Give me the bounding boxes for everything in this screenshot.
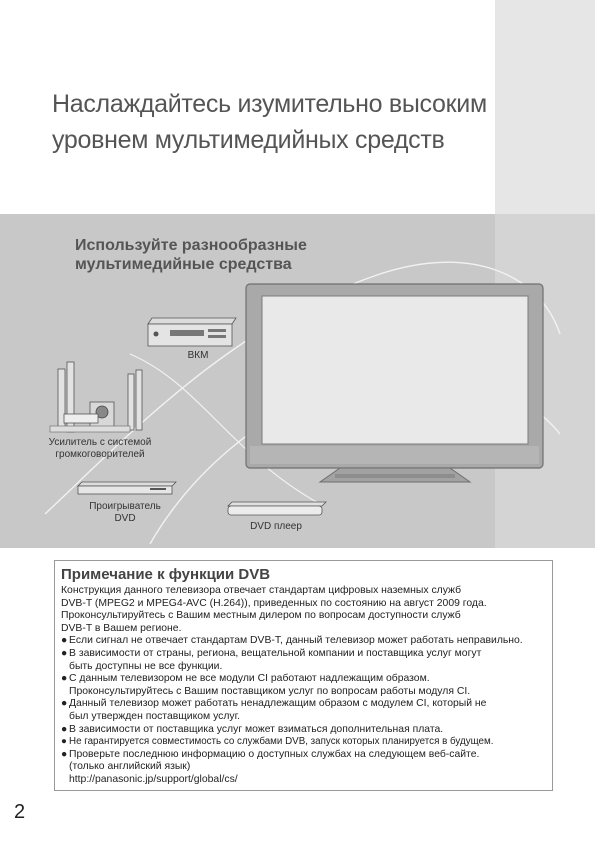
bullet-icon: ● [61, 673, 68, 685]
dvd-player-label-line-2: DVD [114, 513, 136, 524]
note-item-text: В зависимости от поставщика услуг может взиматься дополнительная плата. [69, 723, 444, 735]
page-headline [52, 86, 492, 158]
hero-illustration [0, 214, 595, 548]
hero-title-line-1: Используйте разнообразные [75, 237, 307, 254]
bullet-icon: ● [61, 698, 68, 710]
note-item [61, 736, 553, 749]
vcr-label: ВКМ [187, 350, 209, 361]
page-number: 2 [14, 801, 26, 823]
note-item-text: Если сигнал не отвечает стандартам DVB-T, данный телевизор может работать неправильно. [69, 635, 523, 647]
dvd-recorder-label: DVD плеер [250, 521, 302, 532]
note-title: Примечание к функции DVB [61, 566, 271, 583]
bullet-icon: ● [61, 723, 68, 735]
note-list [61, 635, 553, 786]
note-item-text: В зависимости от страны, региона, вещательной компании и поставщика услуг могут быть доступны не все функции. [69, 647, 482, 672]
note-item [61, 673, 553, 698]
note-item-text: С данным телевизором не все модули CI работают надлежащим образом. Проконсультируйтесь с Вашим поставщиком услуг по вопросам работы модуля CI. [69, 673, 471, 697]
note-item-text: Данный телевизор может работать ненадлежащим образом с модулем CI, который не был утвержден поставщиком услуг. [69, 698, 487, 722]
bullet-icon: ● [61, 635, 68, 647]
speaker-system-icon [50, 362, 142, 432]
dvd-recorder-icon [228, 502, 326, 515]
amplifier-label-line-1: Усилитель с системой [48, 437, 152, 448]
note-item-text: Не гарантируется совместимость со службами DVB, запуск которых планируется в будущем. [69, 736, 494, 748]
headline-line-1: Наслаждайтесь изумительно высоким [52, 90, 487, 118]
note-item [61, 724, 553, 737]
note-item [61, 648, 553, 673]
note-item-text: Проверьте последнюю информацию о доступных службах на следующем веб-сайте. (только английский язык) http://panasonic.jp/support/global/cs/ [69, 748, 480, 785]
hero-title-line-2: мультимедийные средства [75, 256, 292, 273]
amplifier-label-line-2: громкоговорителей [55, 449, 145, 460]
amplifier-label [30, 437, 170, 461]
tv-icon [246, 284, 543, 482]
dvd-player-icon [78, 482, 176, 494]
note-item [61, 635, 553, 648]
dvb-note-box [54, 560, 553, 791]
note-intro: Конструкция данного телевизора отвечает стандартам цифровых наземных служб DVB-T (MPEG2 и MPEG4-AVC (H.264)), приведенных по состоянию на август 2009 года. Проконсультируйтесь с Вашим местным дилером по вопросам доступности служб DVB-T в Вашем регионе. [61, 585, 487, 634]
bullet-icon: ● [61, 736, 67, 748]
bullet-icon: ● [61, 748, 68, 760]
note-item [61, 698, 553, 723]
bullet-icon: ● [61, 647, 68, 659]
dvd-player-label-line-1: Проигрыватель [89, 501, 161, 512]
note-item [61, 749, 553, 787]
vcr-icon [148, 318, 236, 346]
headline-line-2: уровнем мультимедийных средств [52, 126, 445, 154]
hero-title [75, 236, 375, 274]
